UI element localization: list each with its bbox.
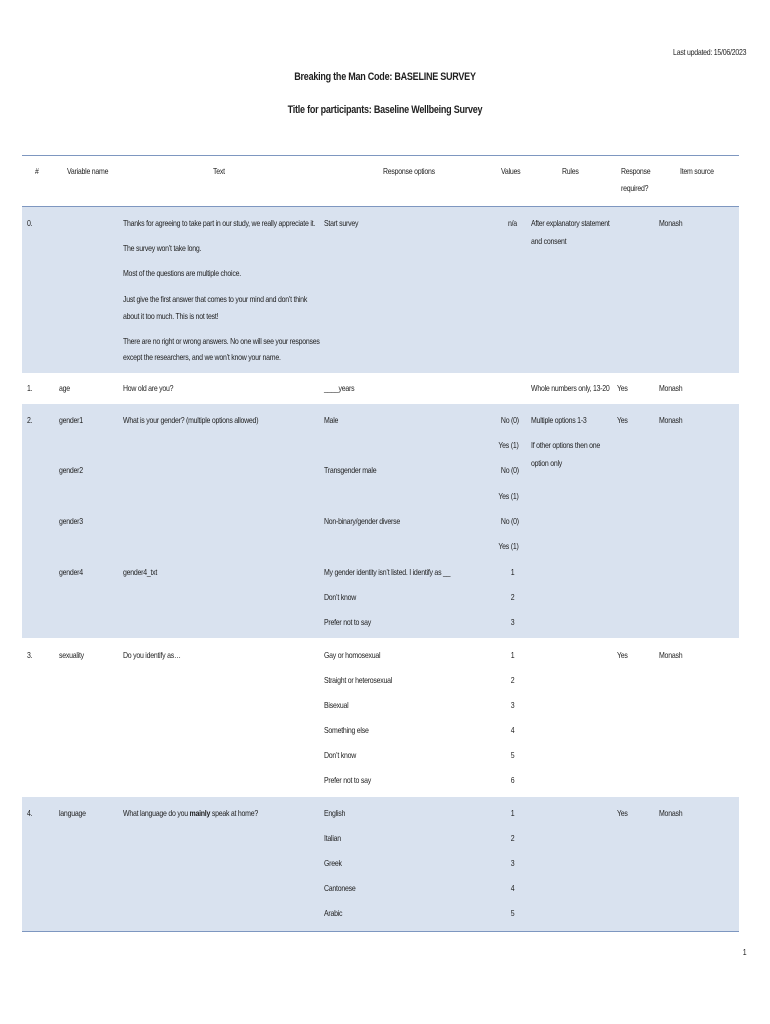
q1-text: How old are you? <box>123 383 174 393</box>
q3-response: Gay or homosexual <box>324 650 381 660</box>
q4-text-bold: mainly <box>189 808 211 818</box>
q3-text: Do you identify as… <box>123 650 181 660</box>
q2-variable: gender4 <box>59 567 83 577</box>
q2-value: No (0) <box>501 415 519 425</box>
q2-variable: gender1 <box>59 415 83 425</box>
table-top-rule <box>22 155 739 156</box>
q2-text: What is your gender? (multiple options allowed) <box>123 415 259 425</box>
q2-variable: gender3 <box>59 516 83 526</box>
q2-required: Yes <box>617 415 628 425</box>
col-header-source: Item source <box>680 166 714 176</box>
page-number: 1 <box>742 947 746 957</box>
q4-source: Monash <box>659 808 683 818</box>
q4-response: Italian <box>324 833 341 843</box>
q3-value: 2 <box>510 675 514 685</box>
q2-response: Male <box>324 415 339 425</box>
col-header-response: Response options <box>383 166 435 176</box>
q0-text-line: Thanks for agreeing to take part in our study, we really appreciate it. <box>123 218 316 228</box>
q3-value: 6 <box>510 775 514 785</box>
q4-value: 2 <box>510 833 514 843</box>
q2-value: Yes (1) <box>498 491 519 501</box>
q0-rules: After explanatory statement <box>531 218 610 228</box>
q2-text-var: gender4_txt <box>123 567 158 577</box>
col-header-num: # <box>35 166 39 176</box>
q4-value: 1 <box>510 808 514 818</box>
q2-response: Non-binary/gender diverse <box>324 516 400 526</box>
q0-text-line: Just give the first answer that comes to your mind and don’t think <box>123 294 308 304</box>
q2-value: Yes (1) <box>498 541 519 551</box>
q2-response: Transgender male <box>324 465 377 475</box>
q2-value: 3 <box>510 617 514 627</box>
q0-text-line: about it too much. This is not test! <box>123 311 219 321</box>
q2-rules: Multiple options 1-3 <box>531 415 587 425</box>
q2-response: My gender identity isn’t listed. I identify as __ <box>324 567 451 577</box>
q1-response: ____years <box>324 383 355 393</box>
q2-num: 2. <box>27 415 33 425</box>
q2-rules: option only <box>531 458 563 468</box>
q2-source: Monash <box>659 415 683 425</box>
q2-value: 2 <box>510 592 514 602</box>
q4-text <box>123 808 258 818</box>
q4-text-post: speak at home? <box>210 808 258 818</box>
q3-value: 1 <box>510 650 514 660</box>
q0-source: Monash <box>659 218 683 228</box>
q1-variable: age <box>59 383 70 393</box>
q4-response: Arabic <box>324 908 343 918</box>
q4-text-pre: What language do you <box>123 808 190 818</box>
q2-value: No (0) <box>501 516 519 526</box>
q3-response: Don’t know <box>324 750 357 760</box>
q2-value: 1 <box>510 567 514 577</box>
table-bottom-rule <box>22 931 739 932</box>
q1-num: 1. <box>27 383 33 393</box>
q3-value: 3 <box>510 700 514 710</box>
q4-response: Cantonese <box>324 883 356 893</box>
q2-value: No (0) <box>501 465 519 475</box>
q4-value: 4 <box>510 883 514 893</box>
q4-required: Yes <box>617 808 628 818</box>
q3-response: Something else <box>324 725 369 735</box>
q1-rules: Whole numbers only, 13-20 <box>531 383 610 393</box>
q3-source: Monash <box>659 650 683 660</box>
col-header-required-2: required? <box>621 183 649 193</box>
q4-response: Greek <box>324 858 342 868</box>
q4-response: English <box>324 808 346 818</box>
col-header-text: Text <box>213 166 225 176</box>
q1-required: Yes <box>617 383 628 393</box>
q0-response: Start survey <box>324 218 359 228</box>
q3-response: Bisexual <box>324 700 349 710</box>
document-title: Breaking the Man Code: BASELINE SURVEY <box>294 71 476 83</box>
q3-response: Prefer not to say <box>324 775 371 785</box>
col-header-required: Response <box>621 166 651 176</box>
q4-variable: language <box>59 808 86 818</box>
last-updated: Last updated: 15/06/2023 <box>672 47 746 57</box>
row-band-q0 <box>22 207 739 373</box>
q2-response: Don’t know <box>324 592 357 602</box>
q2-value: Yes (1) <box>498 440 519 450</box>
q0-value: n/a <box>508 218 517 228</box>
q2-variable: gender2 <box>59 465 83 475</box>
col-header-rules: Rules <box>562 166 579 176</box>
q3-required: Yes <box>617 650 628 660</box>
q0-text-line: There are no right or wrong answers. No one will see your responses <box>123 336 320 346</box>
q4-value: 3 <box>510 858 514 868</box>
q2-response: Prefer not to say <box>324 617 371 627</box>
col-header-variable: Variable name <box>67 166 109 176</box>
q2-rules: If other options then one <box>531 440 601 450</box>
q4-value: 5 <box>510 908 514 918</box>
col-header-values: Values <box>501 166 521 176</box>
q0-text-line: The survey won’t take long. <box>123 243 202 253</box>
q1-source: Monash <box>659 383 683 393</box>
q3-num: 3. <box>27 650 33 660</box>
q3-value: 5 <box>510 750 514 760</box>
document-subtitle: Title for participants: Baseline Wellbeing Survey <box>287 104 483 116</box>
q0-text-line: Most of the questions are multiple choice. <box>123 268 241 278</box>
q0-text-line: except the researchers, and we won’t know your name. <box>123 352 281 362</box>
q3-variable: sexuality <box>59 650 84 660</box>
q0-rules: and consent <box>531 236 567 246</box>
q3-value: 4 <box>510 725 514 735</box>
q4-num: 4. <box>27 808 33 818</box>
q3-response: Straight or heterosexual <box>324 675 393 685</box>
q0-num: 0. <box>27 218 33 228</box>
